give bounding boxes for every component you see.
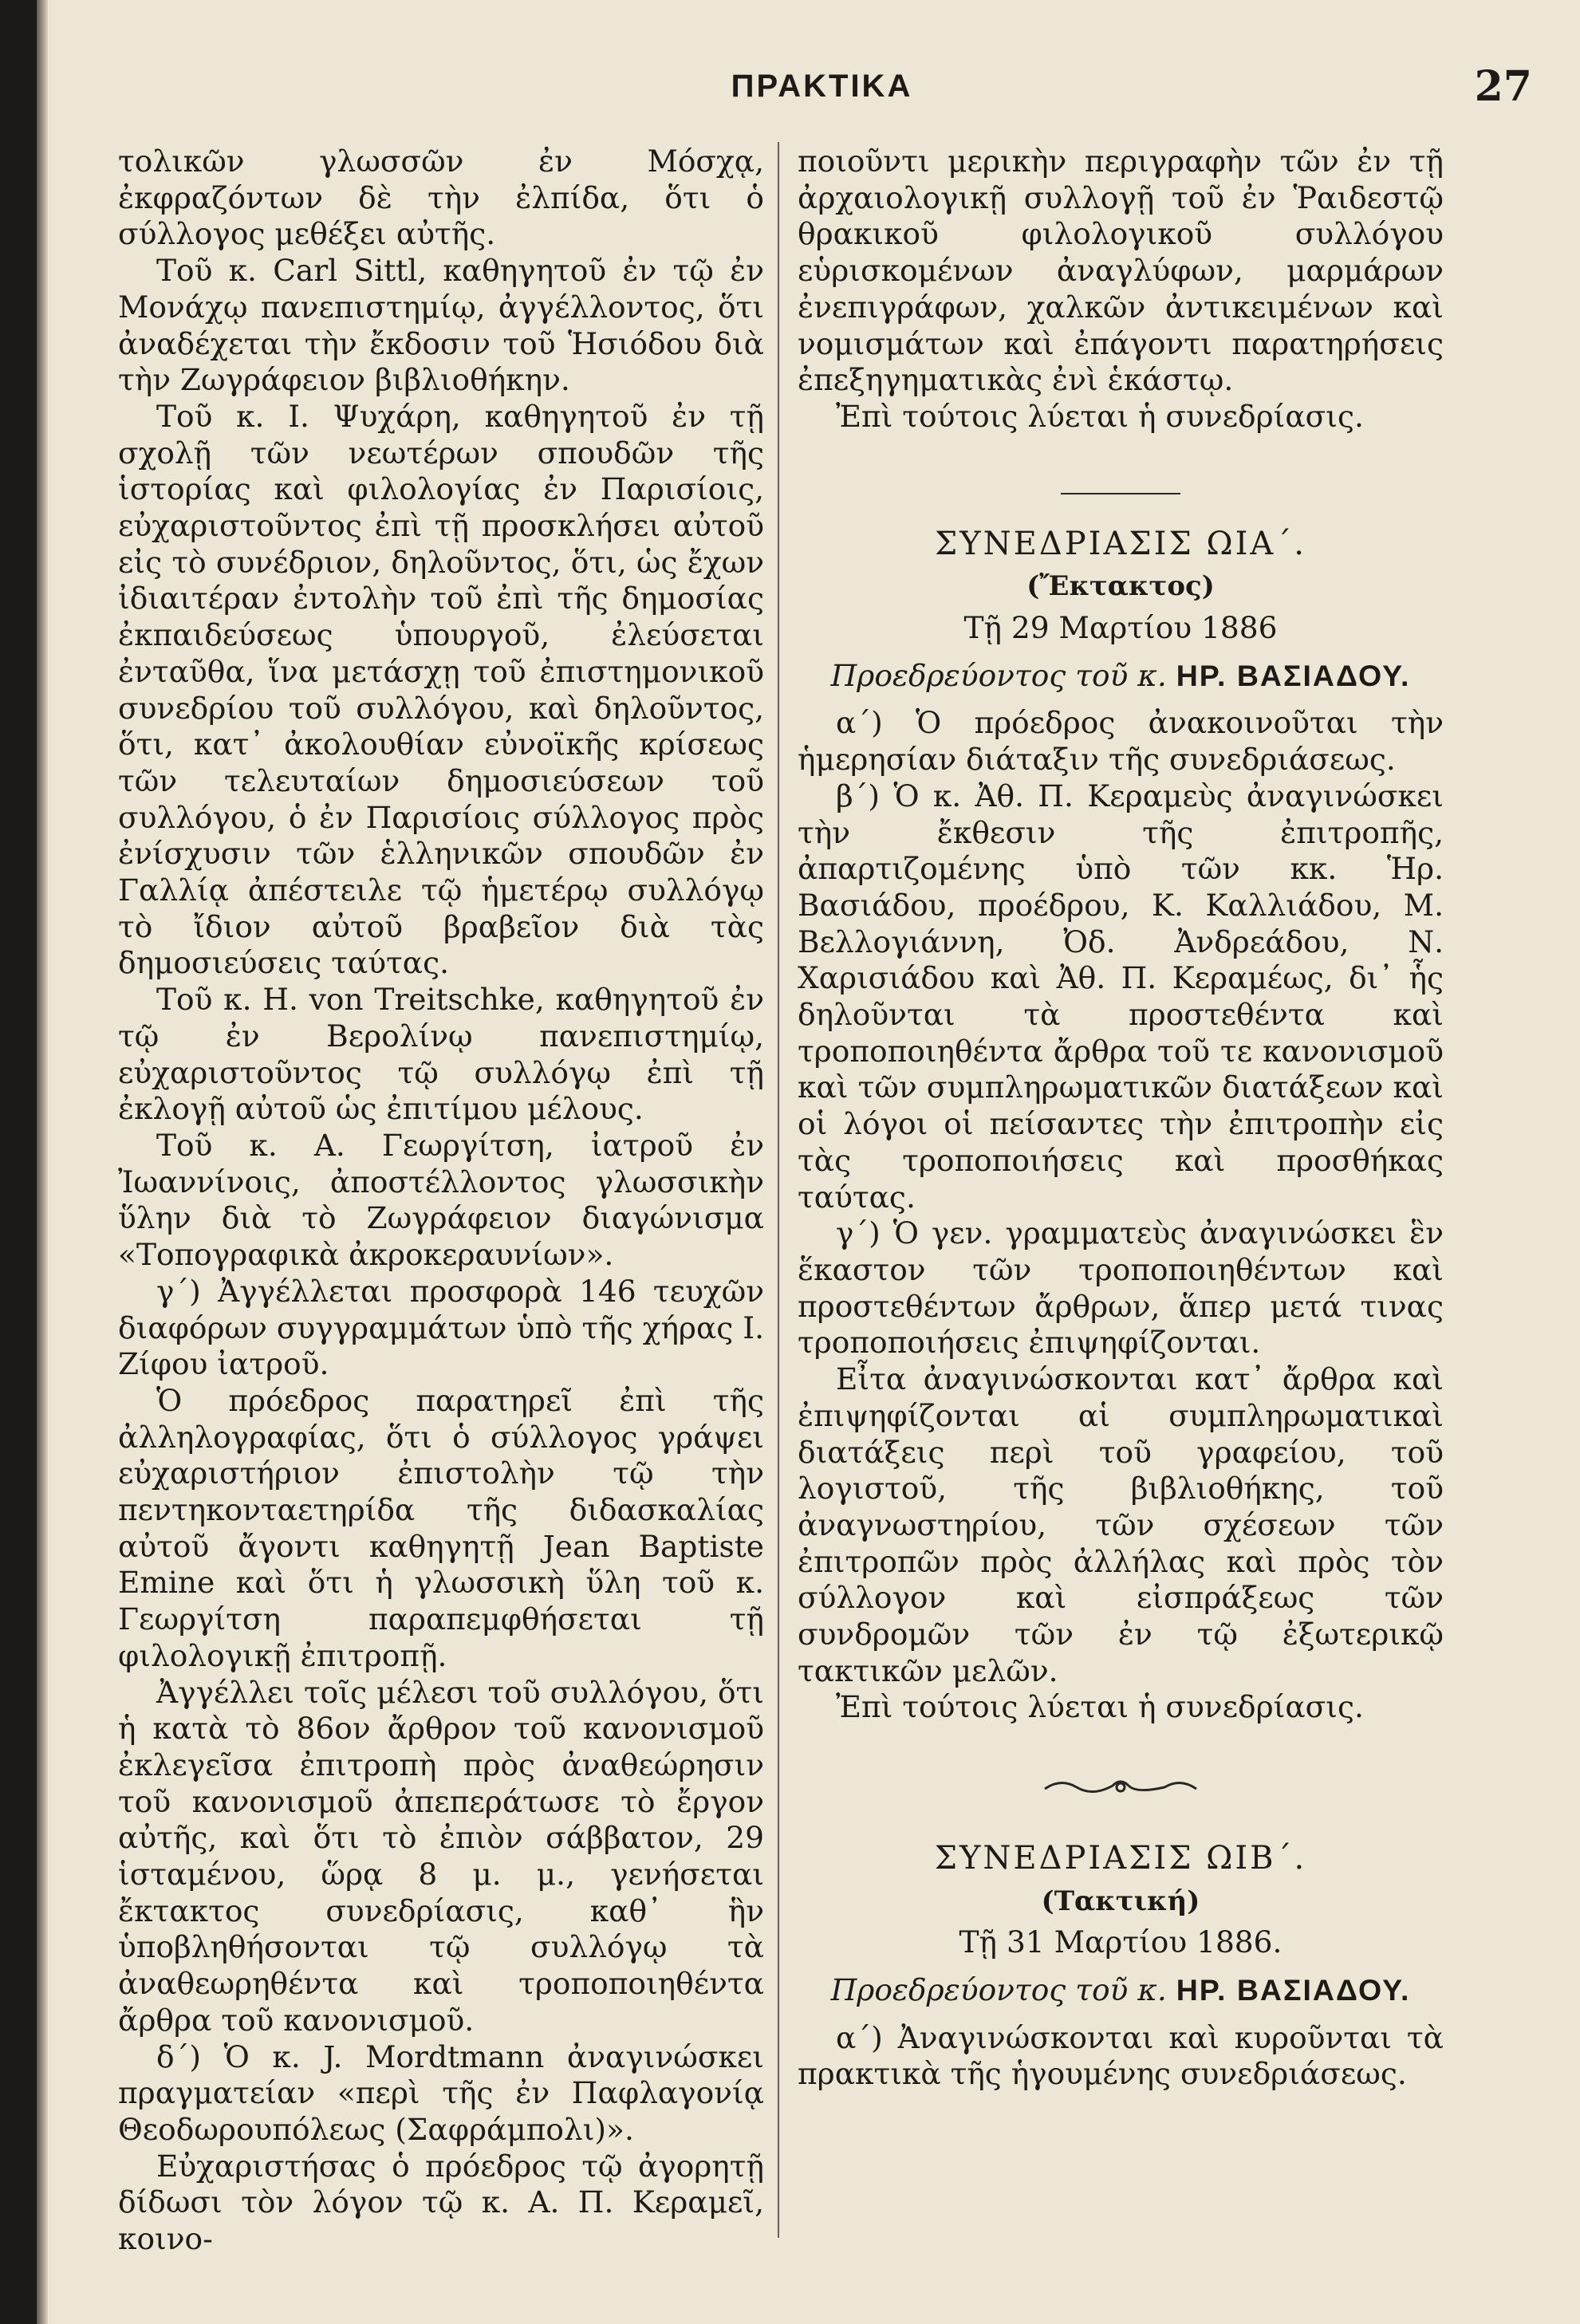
presiding-name: ΗΡ. ΒΑΣΙΑΔΟΥ.: [1176, 1972, 1411, 2007]
session-2-date: Τῇ 31 Μαρτίου 1886.: [959, 1924, 1283, 1960]
ornament-icon: [1041, 1775, 1200, 1798]
scan-binding-edge: [0, 0, 37, 2324]
session-2-presiding: [798, 1972, 1444, 2009]
scan-binding-shadow: [37, 0, 48, 2324]
paragraph: Τοῦ κ. Α. Γεωργίτση, ἰατροῦ ἐν Ἰωαννίνοις, ἀποστέλλοντος γλωσσικὴν ὕλην διὰ τὸ Ζωγράφειον διαγώνισμα «Τοπογραφικὰ ἀκροκεραυνίων».: [118, 1127, 764, 1273]
paragraph: Εὐχαριστήσας ὁ πρόεδρος τῷ ἀγορητῇ δίδωσι τὸν λόγον τῷ κ. Α. Π. Κεραμεῖ, κοινο-: [118, 2148, 764, 2257]
paragraph: Ἀγγέλλει τοῖς μέλεσι τοῦ συλλόγου, ὅτι ἡ κατὰ τὸ 86ον ἄρθρον τοῦ κανονισμοῦ ἐκλεγεῖσα ἐπιτροπὴ πρὸς ἀναθεώρησιν τοῦ κανονισμοῦ ἀπεπεράτωσε τὸ ἔργον αὐτῆς, καὶ ὅτι τὸ ἐπιὸν σάββατον, 29 ἱσταμένου, ὥρᾳ 8 μ. μ., γενήσεται ἔκτακτος συνεδρίασις, καθ᾽ ἣν ὑποβληθήσονται τῷ συλλόγῳ τὰ ἀναθεωρηθέντα καὶ τροποποιηθέντα ἄρθρα τοῦ κανονισμοῦ.: [118, 1674, 764, 2038]
running-title: ΠΡΑΚΤΙΚΑ: [731, 69, 913, 104]
left-column: [118, 144, 764, 2258]
paragraph: δ΄) Ὁ κ. J. Mordtmann ἀναγινώσκει πραγματείαν «περὶ τῆς ἐν Παφλαγονίᾳ Θεοδωρουπόλεως (Σαφράμπολι)».: [118, 2038, 764, 2147]
session-1-title: ΣΥΝΕΔΡΙΑΣΙΣ ΩΙΑ΄.: [934, 525, 1307, 562]
section-rule: [1061, 493, 1180, 494]
paragraph: α΄) Ἀναγινώσκονται καὶ κυροῦνται τὰ πρακτικὰ τῆς ἡγουμένης συνεδριάσεως.: [798, 2019, 1444, 2092]
session-2-title: ΣΥΝΕΔΡΙΑΣΙΣ ΩΙΒ΄.: [934, 1839, 1307, 1877]
page-number: 27: [1474, 62, 1532, 111]
paragraph: α΄) Ὁ πρόεδρος ἀνακοινοῦται τὴν ἡμερησίαν διάταξιν τῆς συνεδριάσεως.: [798, 705, 1444, 778]
session-2-kind: (Τακτική): [1041, 1885, 1200, 1917]
presiding-prefix: Προεδρεύοντος τοῦ κ.: [830, 1971, 1167, 2007]
paragraph: γ΄) Ἀγγέλλεται προσφορὰ 146 τευχῶν διαφόρων συγγραμμάτων ὑπὸ τῆς χήρας Ι. Ζίφου ἰατροῦ.: [118, 1273, 764, 1382]
column-divider: [778, 142, 779, 2238]
session-1-presiding: [798, 658, 1444, 695]
paragraph: Εἶτα ἀναγινώσκονται κατ᾽ ἄρθρα καὶ ἐπιψηφίζονται αἱ συμπληρωματικαὶ διατάξεις περὶ τοῦ γραφείου, τοῦ λογιστοῦ, τῆς βιβλιοθήκης, τοῦ ἀναγνωστηρίου, τῶν σχέσεων τῶν ἐπιτροπῶν πρὸς ἀλλήλας καὶ πρὸς τὸν σύλλογον καὶ εἰσπράξεως τῶν συνδρομῶν τῶν ἐν τῷ ἐξωτερικῷ τακτικῶν μελῶν.: [798, 1361, 1444, 1688]
session-1-kind: (Ἔκτακτος): [1026, 570, 1215, 603]
session-1-body: [798, 705, 1444, 1726]
paragraph: Τοῦ κ. H. von Treitschke, καθηγητοῦ ἐν τῷ ἐν Βερολίνῳ πανεπιστημίῳ, εὐχαριστοῦντος τῷ συλλόγῳ ἐπὶ τῇ ἐκλογῇ αὐτοῦ ὡς ἐπιτίμου μέλους.: [118, 982, 764, 1127]
paragraph: τολικῶν γλωσσῶν ἐν Μόσχᾳ, ἐκφραζόντων δὲ τὴν ἐλπίδα, ὅτι ὁ σύλλογος μεθέξει αὐτῆς.: [118, 144, 764, 252]
presiding-name: ΗΡ. ΒΑΣΙΑΔΟΥ.: [1176, 658, 1411, 692]
paragraph: ποιοῦντι μερικὴν περιγραφὴν τῶν ἐν τῇ ἀρχαιολογικῇ συλλογῇ τοῦ ἐν Ῥαιδεστῷ θρακικοῦ φιλολογικοῦ συλλόγου εὑρισκομένων ἀναγλύφων, μαρμάρων ἐνεπιγράφων, χαλκῶν ἀντικειμένων καὶ νομισμάτων καὶ ἐπάγοντι παρατηρήσεις ἐπεξηγηματικὰς ἐνὶ ἑκάστῳ.: [798, 144, 1444, 398]
paragraph: Τοῦ κ. Ι. Ψυχάρη, καθηγητοῦ ἐν τῇ σχολῇ τῶν νεωτέρων σπουδῶν τῆς ἱστορίας καὶ φιλολογίας ἐν Παρισίοις, εὐχαριστοῦντος ἐπὶ τῇ προσκλήσει αὐτοῦ εἰς τὸ συνέδριον, δηλοῦντος, ὅτι, ὡς ἔχων ἰδιαιτέραν ἐντολὴν τοῦ ἐπὶ τῆς δημοσίας ἐκπαιδεύσεως ὑπουργοῦ, ἐλεύσεται ἐνταῦθα, ἵνα μετάσχῃ τοῦ ἐπιστημονικοῦ συνεδρίου τοῦ συλλόγου, καὶ δηλοῦντος, ὅτι, κατ᾽ ἀκολουθίαν εὐνοϊκῆς κρίσεως τῶν τελευταίων δημοσιεύσεων τοῦ συλλόγου, ὁ ἐν Παρισίοις σύλλογος πρὸς ἐνίσχυσιν τῶν ἑλληνικῶν σπουδῶν ἐν Γαλλίᾳ ἀπέστειλε τῷ ἡμετέρῳ συλλόγῳ τὸ ἴδιον αὐτοῦ βραβεῖον διὰ τὰς δημοσιεύσεις ταύτας.: [118, 398, 764, 981]
paragraph: γ΄) Ὁ γεν. γραμματεὺς ἀναγινώσκει ἓν ἕκαστον τῶν τροποποιηθέντων καὶ προστεθέντων ἄρθρων, ἅπερ μετά τινας τροποποιήσεις ἐπιψηφίζονται.: [798, 1215, 1444, 1361]
paragraph: β΄) Ὁ κ. Ἀθ. Π. Κεραμεὺς ἀναγινώσκει τὴν ἔκθεσιν τῆς ἐπιτροπῆς, ἀπαρτιζομένης ὑπὸ τῶν κκ. Ἡρ. Βασιάδου, προέδρου, Κ. Καλλιάδου, Μ. Βελλογιάννη, Ὀδ. Ἀνδρεάδου, Ν. Χαρισιάδου καὶ Ἀθ. Π. Κεραμέως, δι᾽ ἧς δηλοῦνται τὰ προστεθέντα καὶ τροποποιηθέντα ἄρθρα τοῦ τε κανονισμοῦ καὶ τῶν συμπληρωματικῶν διατάξεων καὶ οἱ λόγοι οἱ πείσαντες τὴν ἐπιτροπὴν εἰς τὰς τροποποιήσεις καὶ προσθήκας ταύτας.: [798, 778, 1444, 1215]
right-column: [798, 144, 1444, 2093]
session-2-body: [798, 2020, 1444, 2093]
paragraph: Ὁ πρόεδρος παρατηρεῖ ἐπὶ τῆς ἀλληλογραφίας, ὅτι ὁ σύλλογος γράψει εὐχαριστήριον ἐπιστολὴν τῷ τὴν πεντηκονταετηρίδα τῆς διδασκαλίας αὐτοῦ ἄγοντι καθηγητῇ Jean Baptiste Emine καὶ ὅτι ἡ γλωσσικὴ ὕλη τοῦ κ. Γεωργίτση παραπεμφθήσεται τῇ φιλολογικῇ ἐπιτροπῇ.: [118, 1382, 764, 1673]
paragraph: Ἐπὶ τούτοις λύεται ἡ συνεδρίασις.: [836, 398, 1364, 434]
presiding-prefix: Προεδρεύοντος τοῦ κ.: [830, 657, 1167, 693]
right-intro: [798, 144, 1444, 435]
session-1-date: Τῇ 29 Μαρτίου 1886: [963, 610, 1278, 646]
page-header: [112, 62, 1532, 118]
paragraph: Τοῦ κ. Carl Sittl, καθηγητοῦ ἐν τῷ ἐν Μονάχῳ πανεπιστημίῳ, ἀγγέλλοντος, ὅτι ἀναδέχεται τὴν ἔκδοσιν τοῦ Ἡσιόδου διὰ τὴν Ζωγράφειον βιβλιοθήκην.: [118, 253, 764, 398]
ornament-divider: [798, 1772, 1444, 1809]
paragraph: Ἐπὶ τούτοις λύεται ἡ συνεδρίασις.: [836, 1689, 1364, 1725]
